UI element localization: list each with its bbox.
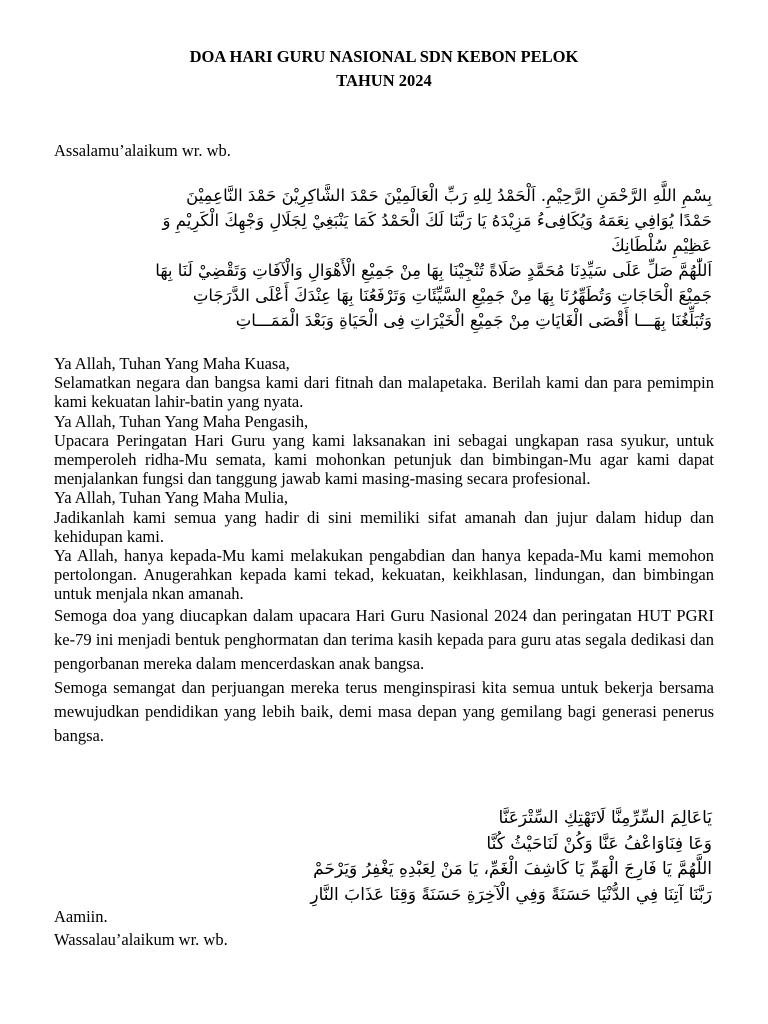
arabic-closing-prayer	[44, 806, 712, 908]
amin-text: Aamiin.	[54, 907, 108, 926]
arabic-closing-line: يَاعَالِمَ السِّرِّمِنَّا لَاتَهْتِكِ السِّتْرَعَنَّا	[498, 808, 712, 828]
arabic-opening-line: حَمْدًا يُوَافِي نِعَمَهُ وَيُكَافِىءُ مَزِيْدَهُ يَا رَبَّنَا لَكَ الْحَمْدُ كَمَا يَنْبَغِيْ لِجَلَالِ وَجْهِكَ الْكَرِيْمِ وَ	[162, 211, 712, 230]
arabic-closing-line: اللَّهُمَّ يَا فَارِجَ الْهَمِّ يَا كَاشِفَ الْغَمِّ، يَا مَنْ لِعَبْدِهِ يَغْفِرُ وَيَرْحَمْ	[313, 859, 712, 879]
arabic-opening-line: جَمِيْعَ الْحَاجَاتِ وَتُطَهِّرُنَا بِهَا مِنْ جَمِيْعِ السَّيِّئَاتِ وَتَرْفَعُنَا بِهَا عِنْدَكَ أَعْلَى الدَّرَجَاتِ	[192, 286, 712, 305]
arabic-closing-line: رَبَّنَا آتِنَا فِي الدُّنْيَا حَسَنَةً وَفِي الْآخِرَةِ حَسَنَةً وَقِنَا عَذَابَ النَّارِ	[310, 884, 712, 905]
prayer-paragraph: Jadikanlah kami semua yang hadir di sini memiliki sifat amanah dan jujur dalam hidup dan kehidupan kami.	[54, 507, 714, 546]
prayer-paragraph: Ya Allah, Tuhan Yang Maha Kuasa,	[54, 354, 290, 373]
prayer-paragraph: Semoga doa yang diucapkan dalam upacara Hari Guru Nasional 2024 dan peringatan HUT PGRI ke-79 ini menjadi bentuk penghormatan dan terima kasih kepada para guru atas segala dedikasi dan pengorbanan mereka dalam mencerdaskan anak bangsa.	[54, 605, 714, 673]
opening-greeting: Assalamu’alaikum wr. wb.	[54, 141, 231, 160]
prayer-body	[54, 354, 714, 748]
prayer-paragraph: Ya Allah, hanya kepada-Mu kami melakukan pengabdian dan hanya kepada-Mu kami memohon pertolongan. Anugerahkan kepada kami tekad, kekuatan, keikhlasan, lindungan, dan bimbingan untuk menjala nkan amanah.	[54, 546, 714, 604]
arabic-closing-line: وَعَا فِنَاوَاعْفُ عَنَّا وَكُنْ لَنَاحَيْثُ كُنَّا	[486, 833, 712, 854]
prayer-paragraph: Semoga semangat dan perjuangan mereka terus menginspirasi kita semua untuk bekerja bersama mewujudkan pendidikan yang lebih baik, demi masa depan yang gemilang bagi generasi penerus bangsa.	[54, 677, 714, 745]
arabic-opening-line: بِسْمِ اللَّهِ الرَّحْمَنِ الرَّحِيْمِ. اَلْحَمْدُ لِلهِ رَبِّ الْعَالَمِيْنَ حَمْدَ الشَّاكِرِيْنَ حَمْدَ النَّاعِمِيْنَ	[186, 186, 712, 205]
document-title-line2: TAHUN 2024	[336, 71, 432, 90]
arabic-opening-line: اَللّٰهُمَّ صَلِّ عَلَى سَيِّدِنَا مُحَمَّدٍ صَلَاةً تُنْجِيْنَا بِهَا مِنْ جَمِيْعِ الْأَهْوَالِ وَالْآفَاتِ وَتَقْضِيْ لَنَا بِهَا	[155, 261, 712, 280]
prayer-paragraph: Ya Allah, Tuhan Yang Maha Pengasih,	[54, 411, 309, 431]
document-title-line1: DOA HARI GURU NASIONAL SDN KEBON PELOK	[189, 47, 579, 66]
prayer-paragraph: Ya Allah, Tuhan Yang Maha Mulia,	[54, 488, 288, 508]
prayer-paragraph: Upacara Peringatan Hari Guru yang kami laksanakan ini sebagai ungkapan rasa syukur, untuk memperoleh ridha-Mu semata, kami mohonkan petunjuk dan bimbingan-Mu agar kami dapat menjalankan fungsi dan tanggung jawab kami masing-masing secara profesional.	[54, 430, 714, 489]
arabic-opening-line: عَظِيْمِ سُلْطَانِكَ	[611, 236, 712, 255]
closing-greeting: Wassalau’alaikum wr. wb.	[54, 930, 228, 949]
arabic-opening-line: وَتُبَلِّغُنَا بِهَـــا أَقْصَى الْغَايَاتِ مِنْ جَمِيْعِ الْخَيْرَاتِ فِى الْحَيَاةِ وَبَعْدَ الْمَمَـــاتِ	[235, 311, 712, 330]
arabic-opening-prayer	[44, 183, 712, 333]
prayer-paragraph: Selamatkan negara dan bangsa kami dari fitnah dan malapetaka. Berilah kami dan para pemimpin kami kekuatan lahir-batin yang nyata.	[54, 373, 714, 412]
